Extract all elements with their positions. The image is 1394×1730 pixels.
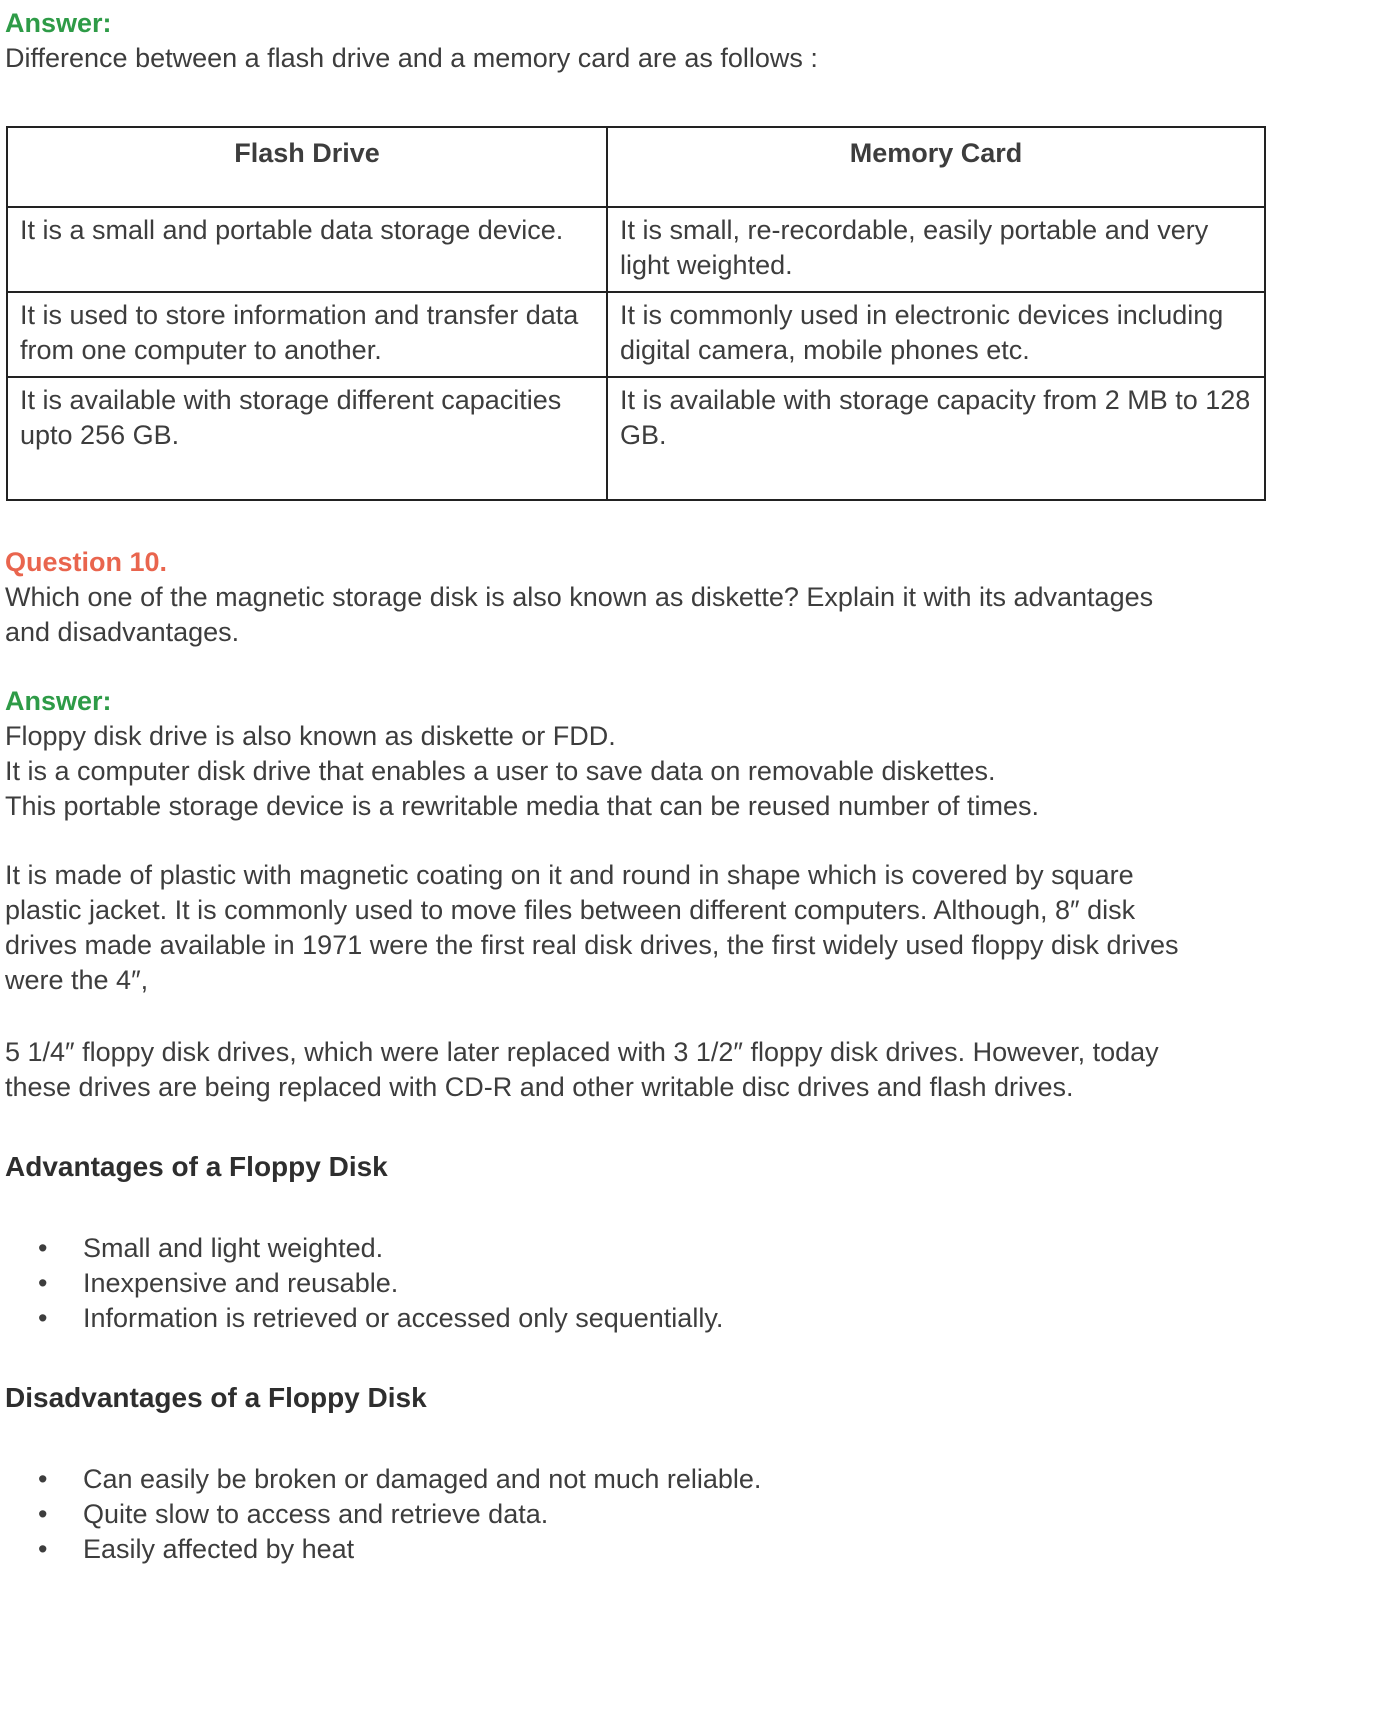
answer-paragraph: 5 1/4″ floppy disk drives, which were later replaced with 3 1/2″ floppy disk drives. However, today these drives are being replaced with CD-R and other writable disc drives and flash drives. bbox=[5, 1037, 1159, 1102]
table-cell: It is a small and portable data storage device. bbox=[7, 207, 607, 292]
answer-label: Answer: bbox=[5, 686, 112, 716]
disadvantages-list bbox=[5, 1462, 1382, 1567]
advantages-list bbox=[5, 1231, 1382, 1336]
answer-line: Floppy disk drive is also known as diskette or FDD. bbox=[5, 721, 616, 751]
table-header-flash-drive: Flash Drive bbox=[7, 127, 607, 207]
bullet-item: • Inexpensive and reusable. bbox=[5, 1266, 1382, 1301]
question-label: Question 10. bbox=[5, 547, 168, 577]
table-header-memory-card: Memory Card bbox=[607, 127, 1265, 207]
table-cell: It is available with storage capacity from 2 MB to 128 GB. bbox=[607, 377, 1265, 500]
bullet-item: • Quite slow to access and retrieve data. bbox=[5, 1497, 1382, 1532]
bullet-item: • Small and light weighted. bbox=[5, 1231, 1382, 1266]
table-row bbox=[7, 207, 1265, 292]
bullet-item: • Easily affected by heat bbox=[5, 1532, 1382, 1567]
table-row bbox=[7, 292, 1265, 377]
table-cell: It is used to store information and transfer data from one computer to another. bbox=[7, 292, 607, 377]
answer-paragraph: It is made of plastic with magnetic coating on it and round in shape which is covered by square plastic jacket. It is commonly used to move files between different computers. Although, 8″ disk drives made available in 1971 were the first real disk drives, the first widely used floppy disk drives were the 4″, bbox=[5, 860, 1179, 995]
answer-line: It is a computer disk drive that enables a user to save data on removable diskettes. bbox=[5, 756, 996, 786]
advantages-heading: Advantages of a Floppy Disk bbox=[5, 1151, 388, 1182]
bullet-item: • Information is retrieved or accessed only sequentially. bbox=[5, 1301, 1382, 1336]
table-intro-text: Difference between a flash drive and a memory card are as follows : bbox=[5, 43, 818, 73]
table-row bbox=[7, 377, 1265, 500]
table-header-row bbox=[7, 127, 1265, 207]
table-cell: It is small, re-recordable, easily portable and very light weighted. bbox=[607, 207, 1265, 292]
table-cell: It is available with storage different capacities upto 256 GB. bbox=[7, 377, 607, 500]
comparison-table bbox=[6, 126, 1266, 501]
table-cell: It is commonly used in electronic devices including digital camera, mobile phones etc. bbox=[607, 292, 1265, 377]
bullet-item: • Can easily be broken or damaged and not much reliable. bbox=[5, 1462, 1382, 1497]
answer-line: This portable storage device is a rewritable media that can be reused number of times. bbox=[5, 791, 1040, 821]
answer-label-top: Answer: bbox=[5, 8, 112, 38]
disadvantages-heading: Disadvantages of a Floppy Disk bbox=[5, 1382, 427, 1413]
question-text: Which one of the magnetic storage disk is also known as diskette? Explain it with its advantages and disadvantages. bbox=[5, 582, 1154, 647]
